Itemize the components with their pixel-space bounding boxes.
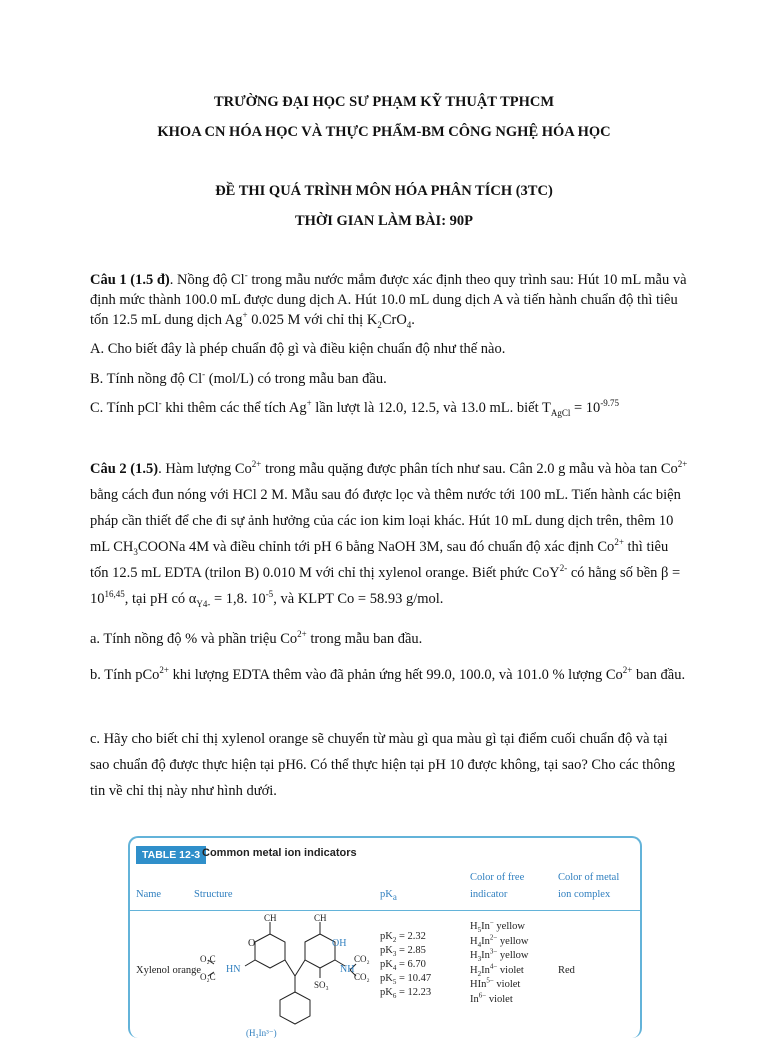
complex-color: Red — [558, 965, 575, 976]
col-color-free: Color of free indicator — [470, 872, 525, 900]
svg-text:O: O — [248, 938, 256, 949]
question-2-label: Câu 2 (1.5) — [90, 461, 159, 477]
school-name: TRƯỜNG ĐẠI HỌC SƯ PHẠM KỸ THUẬT TPHCM — [213, 94, 555, 110]
xylenol-orange-structure — [200, 912, 370, 1038]
svg-text:CH: CH — [264, 913, 277, 923]
free-indicator-colors: $H_5In^-$ yellow $H_4In^{2-}$ yellow $H_3In^{3-}$ yellow $H_2In^{4-}$ violet HIn$^{5-}$ violet $In^{6-}$ violet — [470, 918, 529, 1005]
question-2-part-b: b. Tính pCo$^{2+}$ khi lượng EDTA thêm vào đã phản ứng hết 99.0, 100.0, và 101.0 % lượng $Co^{2+}$ ban đầu. — [90, 665, 686, 683]
col-color-complex: Color of metal ion complex — [558, 872, 620, 900]
faculty-name: KHOA CN HÓA HỌC VÀ THỰC PHẨM-BM CÔNG NGHỆ HÓA HỌC — [157, 124, 611, 140]
exam-duration: THỜI GIAN LÀM BÀI: 90P — [294, 213, 474, 229]
svg-text:OH: OH — [332, 938, 347, 949]
question-1-part-c: C. Tính pCl- khi thêm các thể tích Ag+ lần lượt là 12.0, 12.5, và 13.0 mL. biết $T_{AgCl} = 10^{-9.75}$ — [90, 398, 620, 418]
question-1-part-a: A. Cho biết đây là phép chuẩn độ gì và điều kiện chuẩn độ như thế nào. — [90, 341, 506, 357]
pka-values: $pK_2 = 2.32$ $pK_3 = 2.85$ $pK_4 = 6.70$ $pK_5 = 10.47$ $pK_6 = 12.23$ — [380, 931, 432, 1001]
svg-text:SO₃: SO₃ — [314, 980, 329, 990]
indicator-table — [128, 836, 642, 1038]
svg-text:O₂C: O₂C — [200, 972, 216, 982]
svg-text:CO₂: CO₂ — [354, 972, 370, 982]
svg-text:CH: CH — [314, 913, 327, 923]
svg-text:HN: HN — [226, 964, 241, 975]
col-pka: $pK_a$ — [380, 889, 397, 903]
svg-text:CO₂: CO₂ — [354, 954, 370, 964]
indicator-name: Xylenol orange — [136, 965, 202, 976]
svg-text:NH: NH — [340, 964, 355, 975]
header-rule — [130, 910, 640, 911]
col-structure: Structure — [194, 889, 233, 900]
question-1-text: Câu 1 (1.5 đ). Nồng độ Cl- trong mẫu nước mắm được xác định theo quy trình sau: Hút 10 mL mẫu và định mức thành 100.0 mL được dung dịch A. Hút 10.0 mL dung dịch A và tiến hành chuẩn độ thì tiêu tốn 12.5 mL dung dịch Ag+ 0.025 M với chỉ thị $K_2CrO_4$. — [90, 270, 687, 330]
question-1-label: Câu 1 (1.5 đ) — [90, 272, 170, 288]
question-1-part-b: B. Tính nồng độ Cl- (mol/L) có trong mẫu ban đầu. — [90, 369, 387, 387]
table-title: Common metal ion indicators — [202, 847, 357, 859]
svg-text:(H₃In³⁻): (H₃In³⁻) — [246, 1028, 277, 1038]
col-name: Name — [136, 889, 162, 900]
exam-title: ĐỀ THI QUÁ TRÌNH MÔN HÓA PHÂN TÍCH (3TC) — [215, 183, 553, 199]
svg-text:O₂C: O₂C — [200, 954, 216, 964]
table-tag: TABLE 12-3 — [136, 846, 206, 864]
question-2-part-a: a. Tính nồng độ % và phần triệu $Co^{2+}$ trong mẫu ban đầu. — [90, 629, 423, 647]
question-2-part-c: c. Hãy cho biết chỉ thị xylenol orange sẽ chuyển từ màu gì qua màu gì tại điểm cuối chuẩn độ và tại sao chuẩn độ được thực hiện tại pH6. Có thể thực hiện tại pH 10 được không, tại sao? Cho các thông tin về chỉ thị này như hình dưới. — [90, 731, 676, 799]
question-2-text: Câu 2 (1.5). Hàm lượng $Co^{2+}$ trong mẫu quặng được phân tích như sau. Cân 2.0 g mẫu và hòa $\tan Co^{2+}$ bằng cách đun nóng với HCl 2 M. Mẫu sau đó được lọc và thêm nước tới 100 mL. Tiến hành các biện pháp cần thiết để che đi sự ảnh hưởng của các ion kim loại khác. Hút 10 mL dung dịch trên, thêm 10 mL $CH_3COONa$ 4M và điều chỉnh tới pH 6 bằng NaOH 3M, sau đó chuẩn độ xác định $Co^{2+}$ thì tiêu tốn 12.5 mL EDTA (trilon B) 0.010 M với chỉ thị xylenol orange. Biết phức CoY$^{2-}$ có hằng số bền $\beta = 10^{16,45}$, tại pH có $\alpha_{Y4-} = 1,8$. $10^{-5}$, và KLPT Co = 58.93 g/mol. — [90, 459, 688, 609]
